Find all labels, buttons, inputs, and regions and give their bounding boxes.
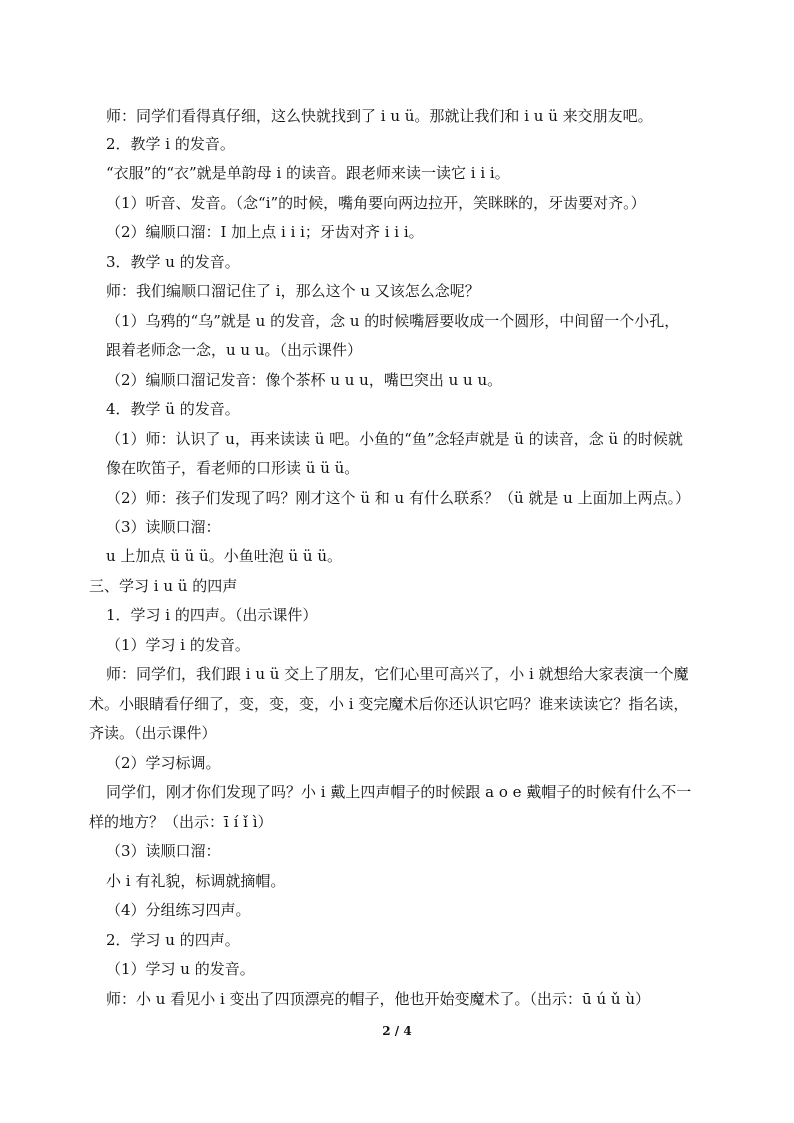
text-line: 师：同学们，我们跟 i u ü 交上了朋友，它们心里可高兴了，小 i 就想给大家表演一个魔 [106, 665, 689, 683]
text-line: 术。小眼睛看仔细了，变，变，变，小 i 变完魔术后你还认识它吗？谁来读读它？指名读， [89, 695, 689, 713]
text-line: 4．教学 ü 的发音。 [106, 400, 240, 418]
text-line: （4）分组练习四声。 [106, 901, 251, 919]
text-line: u 上加点 ü ü ü。小鱼吐泡 ü ü ü。 [106, 547, 343, 565]
text-line: 师：同学们看得真仔细，这么快就找到了 i u ü。那就让我们和 i u ü 来交朋友吧。 [106, 107, 653, 125]
text-line: 师：我们编顺口溜记住了 i，那么这个 u 又该怎么念呢？ [106, 282, 480, 300]
text-line: 3．教学 u 的发音。 [106, 253, 240, 271]
text-line: （2）编顺口溜记发音：像个茶杯 u u u，嘴巴突出 u u u。 [106, 371, 503, 389]
text-line: 样的地方？（出示：ī í ǐ ì） [89, 813, 273, 831]
text-line: 小 i 有礼貌，标调就摘帽。 [106, 872, 286, 890]
text-line: 2．教学 i 的发音。 [106, 135, 235, 153]
text-line: “衣服”的“衣”就是单韵母 i 的读音。跟老师来读一读它 i i i。 [106, 164, 510, 182]
text-line: （1）乌鸦的“乌”就是 u 的发音，念 u 的时候嘴唇要收成一个圆形，中间留一个小孔， [106, 312, 680, 330]
text-line: （2）学习标调。 [106, 754, 221, 772]
text-line: （1）听音、发音。（念“i”的时候，嘴角要向两边拉开，笑眯眯的，牙齿要对齐。） [106, 194, 646, 212]
text-line: （1）学习 u 的发音。 [106, 960, 255, 978]
page-number: 2 / 4 [382, 1024, 412, 1038]
text-line: 同学们，刚才你们发现了吗？小 i 戴上四声帽子的时候跟 a o e 戴帽子的时候有什么不一 [106, 783, 692, 801]
text-line: 师：小 u 看见小 i 变出了四顶漂亮的帽子，他也开始变魔术了。（出示：ū ú ǔ ù） [106, 990, 650, 1008]
text-line: （3）读顺口溜： [106, 518, 221, 536]
text-line: （3）读顺口溜： [106, 842, 221, 860]
text-line: 跟着老师念一念，u u u。（出示课件） [106, 341, 363, 359]
text-line: （1）师：认识了 u，再来读读 ü 吧。小鱼的“鱼”念轻声就是 ü 的读音，念 ü 的时候就 [106, 430, 683, 448]
text-line: 2．学习 u 的四声。 [106, 931, 240, 949]
text-line: 齐读。（出示课件） [89, 724, 217, 742]
text-line: 1．学习 i 的四声。（出示课件） [106, 606, 318, 624]
section-heading: 三、学习 i u ü 的四声 [89, 577, 238, 595]
text-line: （1）学习 i 的发音。 [106, 636, 250, 654]
text-line: （2）编顺口溜：I 加上点 i i i；牙齿对齐 i i i。 [106, 223, 424, 241]
text-line: 像在吹笛子，看老师的口形读 ü ü ü。 [106, 459, 360, 477]
text-line: （2）师：孩子们发现了吗？刚才这个 ü 和 u 有什么联系？（ü 就是 u 上面加上两点。） [106, 489, 691, 507]
